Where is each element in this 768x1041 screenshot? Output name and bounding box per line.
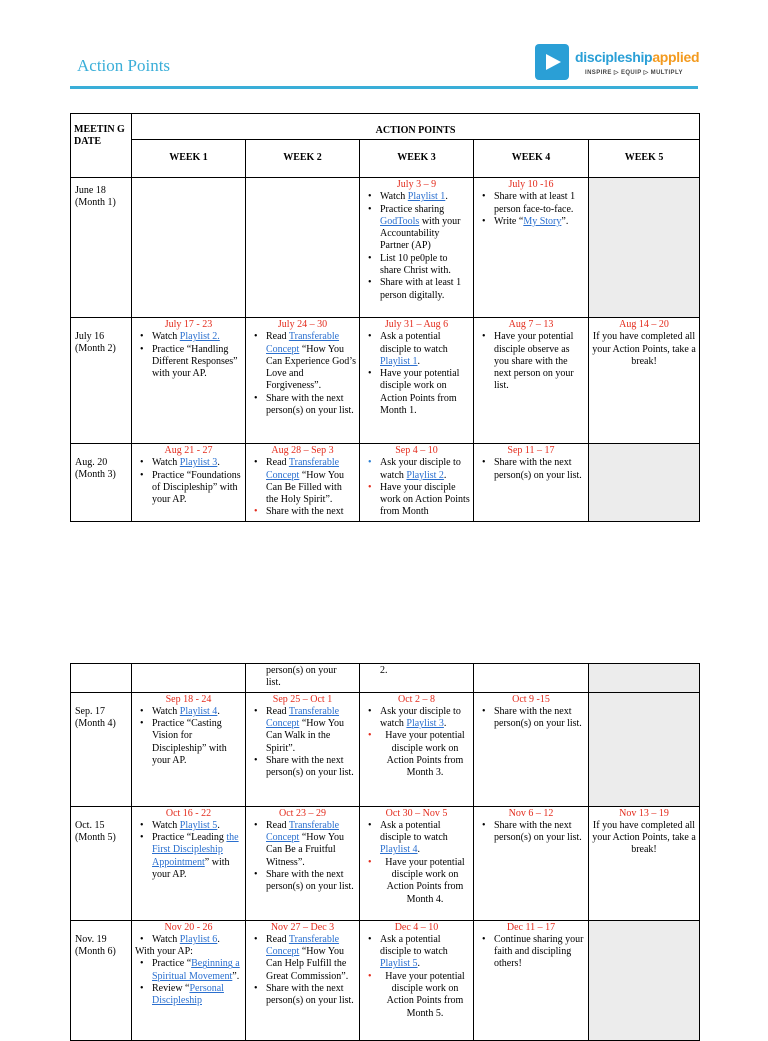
action-list bbox=[477, 457, 585, 482]
spiritual-movement-link[interactable]: Beginning a Spiritual Movement bbox=[152, 958, 240, 982]
action-cell bbox=[360, 664, 474, 693]
week-dates: July 10 -16 bbox=[508, 179, 554, 190]
action-cell bbox=[474, 664, 589, 693]
list-item: • Watch Playlist 4. bbox=[152, 706, 242, 718]
play-icon bbox=[535, 44, 569, 80]
list-item: • Read Transferable Concept “How You Can Be a Fruitful Witness”. bbox=[266, 820, 356, 869]
week-dates: Sep 4 – 10 bbox=[395, 445, 438, 456]
action-list bbox=[363, 706, 470, 780]
table-row bbox=[71, 692, 700, 806]
action-cell bbox=[132, 692, 246, 806]
page-title: Action Points bbox=[77, 56, 171, 75]
action-cell bbox=[360, 806, 474, 920]
action-list bbox=[135, 934, 242, 946]
action-list bbox=[477, 706, 585, 731]
transferable-concept-link[interactable]: Transferable Concept bbox=[266, 705, 340, 730]
playlist-link[interactable]: Playlist 5 bbox=[179, 819, 218, 831]
transferable-concept-link[interactable]: Transferable Concept bbox=[266, 933, 340, 958]
list-item: • List 10 pe0ple to share Christ with. bbox=[380, 253, 470, 278]
list-item: • Have your disciple work on Action Points from Month bbox=[380, 482, 470, 519]
action-cell bbox=[474, 806, 589, 920]
week-dates: Oct 16 - 22 bbox=[165, 807, 212, 819]
action-list bbox=[249, 706, 356, 780]
meeting-date-cell bbox=[71, 664, 132, 693]
week-dates: Oct 23 – 29 bbox=[279, 807, 326, 819]
my-story-link[interactable]: My Story bbox=[523, 215, 562, 227]
meeting-date: Nov. 19 bbox=[75, 933, 107, 945]
personal-discipleship-link[interactable]: Personal Discipleship bbox=[152, 983, 224, 1007]
action-cell bbox=[474, 444, 589, 522]
meeting-date-cell bbox=[71, 692, 132, 806]
first-appointment-link[interactable]: the First Discipleship Appointment bbox=[152, 832, 239, 868]
meeting-date: Aug. 20 bbox=[75, 457, 108, 468]
list-item: • Share with at least 1 person face-to-face. bbox=[494, 191, 585, 216]
list-item: • Share with the next person(s) on your list. bbox=[266, 393, 356, 418]
list-item: • Share with the next person(s) on your list. bbox=[494, 820, 585, 845]
meeting-date-header: MEETIN G DATE bbox=[71, 114, 132, 178]
list-item: • Practice “Beginning a Spiritual Movement”. bbox=[152, 958, 242, 983]
action-cell bbox=[246, 692, 360, 806]
action-cell bbox=[246, 178, 360, 318]
playlist-link[interactable]: Playlist 1 bbox=[407, 191, 446, 203]
list-item: • Review “Personal Discipleship bbox=[152, 983, 242, 1008]
action-list bbox=[477, 191, 585, 228]
playlist-link[interactable]: Playlist 2. bbox=[179, 331, 220, 343]
transferable-concept-link[interactable]: Transferable Concept bbox=[266, 457, 340, 481]
continued-text: person(s) on your bbox=[266, 665, 337, 676]
list-item: • Share with at least 1 person digitally. bbox=[380, 277, 470, 302]
week-5-header: WEEK 5 bbox=[589, 140, 700, 178]
logo-word-a: discipleship bbox=[575, 49, 653, 65]
list-item: • Continue sharing your faith and discipling others! bbox=[494, 934, 585, 971]
action-cell bbox=[589, 920, 700, 1040]
playlist-link[interactable]: Playlist 2 bbox=[406, 469, 444, 481]
meeting-date-cell bbox=[71, 318, 132, 444]
continued-text: 2. bbox=[380, 665, 388, 676]
week-3-header: WEEK 3 bbox=[360, 140, 474, 178]
meeting-month: (Month 6) bbox=[75, 945, 116, 957]
break-note: If you have completed all your Action Points, take a break! bbox=[592, 819, 696, 856]
week-dates: Aug 21 - 27 bbox=[164, 445, 213, 456]
action-list bbox=[363, 331, 470, 417]
meeting-date: June 18 bbox=[75, 185, 106, 196]
meeting-date-cell bbox=[71, 444, 132, 522]
week-dates: July 24 – 30 bbox=[277, 319, 328, 330]
meeting-date: Oct. 15 bbox=[75, 819, 105, 831]
week-dates: July 17 - 23 bbox=[164, 319, 213, 330]
list-item: • Ask a potential disciple to watch Playlist 5. bbox=[380, 934, 470, 971]
meeting-date-cell bbox=[71, 920, 132, 1040]
action-cell bbox=[246, 664, 360, 693]
action-cell bbox=[246, 806, 360, 920]
list-item: • Practice sharing GodTools with your Accountability Partner (AP) bbox=[380, 204, 470, 253]
action-cell bbox=[132, 664, 246, 693]
meeting-date: July 16 bbox=[75, 331, 105, 342]
week-dates: Oct 2 – 8 bbox=[398, 693, 435, 705]
action-cell bbox=[132, 444, 246, 522]
action-list bbox=[135, 706, 242, 767]
meeting-date-cell bbox=[71, 178, 132, 318]
list-item: • Ask a potential disciple to watch Playlist 4. bbox=[380, 820, 470, 857]
playlist-link[interactable]: Playlist 6 bbox=[179, 933, 218, 945]
list-item: • Share with the next person(s) on your list. bbox=[266, 869, 356, 894]
action-points-table bbox=[70, 113, 700, 522]
week-2-header: WEEK 2 bbox=[246, 140, 360, 178]
playlist-link[interactable]: Playlist 5 bbox=[380, 958, 418, 970]
action-cell bbox=[589, 318, 700, 444]
playlist-link[interactable]: Playlist 3 bbox=[179, 457, 218, 469]
action-list bbox=[477, 820, 585, 845]
logo-wordmark bbox=[575, 49, 699, 65]
list-item: • Read Transferable Concept “How You Can Experience God’s Love and Forgiveness”. bbox=[266, 331, 356, 392]
action-list bbox=[363, 457, 470, 518]
list-item: • Have your potential disciple work on Action Points from Month 3. bbox=[380, 730, 470, 779]
week-dates: July 3 – 9 bbox=[396, 179, 437, 190]
action-list bbox=[363, 820, 470, 906]
list-item: • Read Transferable Concept “How You Can Walk in the Spirit”. bbox=[266, 706, 356, 755]
list-item: • Practice “Casting Vision for Discipleship” with your AP. bbox=[152, 718, 242, 767]
table-row bbox=[71, 444, 700, 522]
list-item: • Watch Playlist 3. bbox=[152, 457, 242, 469]
week-dates: Aug 14 – 20 bbox=[619, 319, 669, 330]
list-item: • Watch Playlist 2. bbox=[152, 331, 242, 343]
week-dates: Sep 11 – 17 bbox=[507, 445, 555, 456]
meeting-month: (Month 2) bbox=[75, 343, 116, 355]
logo-tagline: INSPIRE ▷ EQUIP ▷ MULTIPLY bbox=[585, 70, 683, 76]
list-item: • Have your potential disciple work on Action Points from Month 1. bbox=[380, 368, 470, 417]
week-dates: Sep 25 – Oct 1 bbox=[272, 693, 333, 705]
action-list bbox=[249, 934, 356, 1008]
action-cell bbox=[474, 178, 589, 318]
action-cell bbox=[474, 318, 589, 444]
action-cell bbox=[132, 318, 246, 444]
action-list bbox=[249, 820, 356, 894]
action-cell bbox=[132, 920, 246, 1040]
list-item: • Share with the next bbox=[266, 506, 356, 518]
action-cell bbox=[360, 692, 474, 806]
week-dates: Dec 4 – 10 bbox=[394, 921, 439, 933]
continued-text: list. bbox=[266, 677, 281, 689]
week-dates: Sep 18 - 24 bbox=[165, 693, 212, 705]
playlist-link[interactable]: Playlist 1 bbox=[380, 355, 418, 367]
action-points-header: ACTION POINTS bbox=[132, 114, 700, 140]
header-rule bbox=[70, 86, 698, 89]
list-item: • Share with the next person(s) on your list. bbox=[266, 755, 356, 780]
action-cell bbox=[589, 806, 700, 920]
table-row bbox=[71, 664, 700, 693]
week-dates: Nov 6 – 12 bbox=[508, 807, 554, 819]
table-row bbox=[71, 920, 700, 1040]
meeting-month: (Month 5) bbox=[75, 831, 116, 843]
list-item: • Ask your disciple to watch Playlist 3. bbox=[380, 706, 470, 731]
action-cell bbox=[360, 318, 474, 444]
action-list bbox=[135, 331, 242, 380]
playlist-link[interactable]: Playlist 4 bbox=[179, 705, 218, 717]
discipleship-applied-logo bbox=[535, 44, 700, 82]
week-dates: Dec 11 – 17 bbox=[506, 921, 556, 933]
list-item: • Ask your disciple to watch Playlist 2. bbox=[380, 457, 470, 482]
week-dates: Nov 27 – Dec 3 bbox=[270, 921, 335, 933]
action-list bbox=[363, 191, 470, 302]
meeting-date: Sep. 17 bbox=[75, 705, 105, 717]
action-list bbox=[477, 331, 585, 392]
list-item: • Watch Playlist 1. bbox=[380, 191, 470, 203]
list-item: • Ask a potential disciple to watch Playlist 1. bbox=[380, 331, 470, 368]
list-item: • Have your potential disciple work on Action Points from Month 4. bbox=[380, 857, 470, 906]
week-dates: July 31 – Aug 6 bbox=[384, 319, 449, 330]
action-cell bbox=[246, 444, 360, 522]
meeting-date-cell bbox=[71, 806, 132, 920]
week-1-header: WEEK 1 bbox=[132, 140, 246, 178]
transferable-concept-link[interactable]: Transferable Concept bbox=[266, 819, 340, 844]
table-row bbox=[71, 806, 700, 920]
week-dates: Oct 30 – Nov 5 bbox=[385, 807, 448, 819]
list-item: • Write “My Story”. bbox=[494, 216, 585, 228]
table-row bbox=[71, 178, 700, 318]
action-cell bbox=[132, 178, 246, 318]
action-cell bbox=[132, 806, 246, 920]
meeting-month: (Month 1) bbox=[75, 197, 116, 209]
list-item: • Practice “Foundations of Discipleship” with your AP. bbox=[152, 470, 242, 507]
playlist-link[interactable]: Playlist 3 bbox=[406, 718, 444, 730]
week-dates: Aug 7 – 13 bbox=[508, 319, 554, 330]
week-dates: Nov 13 – 19 bbox=[619, 807, 669, 819]
action-list bbox=[249, 457, 356, 518]
list-item: • Watch Playlist 5. bbox=[152, 820, 242, 832]
action-cell bbox=[246, 920, 360, 1040]
list-item: • Have your potential disciple work on Action Points from Month 5. bbox=[380, 971, 470, 1020]
action-cell bbox=[360, 178, 474, 318]
list-item: • Practice “Handling Different Responses” with your AP. bbox=[152, 344, 242, 381]
action-cell bbox=[589, 178, 700, 318]
action-cell bbox=[589, 444, 700, 522]
list-item: • Share with the next person(s) on your list. bbox=[266, 983, 356, 1008]
list-item: • Practice “Leading the First Discipleship Appointment” with your AP. bbox=[152, 832, 242, 881]
table-row bbox=[71, 318, 700, 444]
action-cell bbox=[589, 664, 700, 693]
action-cell bbox=[589, 692, 700, 806]
list-item: • Read Transferable Concept “How You Can Help Fulfill the Great Commission”. bbox=[266, 934, 356, 983]
meeting-month: (Month 3) bbox=[75, 469, 116, 481]
list-item: • Have your potential disciple observe as you share with the next person on your list. bbox=[494, 331, 585, 392]
week-dates: Nov 20 - 26 bbox=[164, 921, 213, 933]
action-list bbox=[135, 820, 242, 881]
action-points-table-continued bbox=[70, 663, 700, 1041]
action-list bbox=[135, 958, 242, 1007]
godtools-link[interactable]: GodTools bbox=[380, 215, 420, 227]
break-note: If you have completed all your Action Points, take a break! bbox=[592, 331, 696, 367]
week-dates: Oct 9 -15 bbox=[512, 693, 550, 705]
list-item: • Share with the next person(s) on your list. bbox=[494, 706, 585, 731]
week-dates: Aug 28 – Sep 3 bbox=[271, 445, 334, 456]
action-list bbox=[249, 331, 356, 417]
action-cell bbox=[246, 318, 360, 444]
action-cell bbox=[360, 444, 474, 522]
playlist-link[interactable]: Playlist 4 bbox=[380, 844, 418, 856]
list-item: • Watch Playlist 6. bbox=[152, 934, 242, 946]
transferable-concept-link[interactable]: Transferable Concept bbox=[266, 331, 340, 355]
action-list bbox=[477, 934, 585, 971]
meeting-month: (Month 4) bbox=[75, 717, 116, 729]
action-list bbox=[363, 934, 470, 1020]
action-cell bbox=[474, 920, 589, 1040]
list-item: • Read Transferable Concept “How You Can Be Filled with the Holy Spirit”. bbox=[266, 457, 356, 506]
action-cell bbox=[360, 920, 474, 1040]
week-4-header: WEEK 4 bbox=[474, 140, 589, 178]
action-cell bbox=[474, 692, 589, 806]
list-item: • Share with the next person(s) on your list. bbox=[494, 457, 585, 482]
section-lead: With your AP: bbox=[135, 946, 193, 958]
action-list bbox=[135, 457, 242, 506]
logo-word-b: applied bbox=[652, 49, 700, 65]
